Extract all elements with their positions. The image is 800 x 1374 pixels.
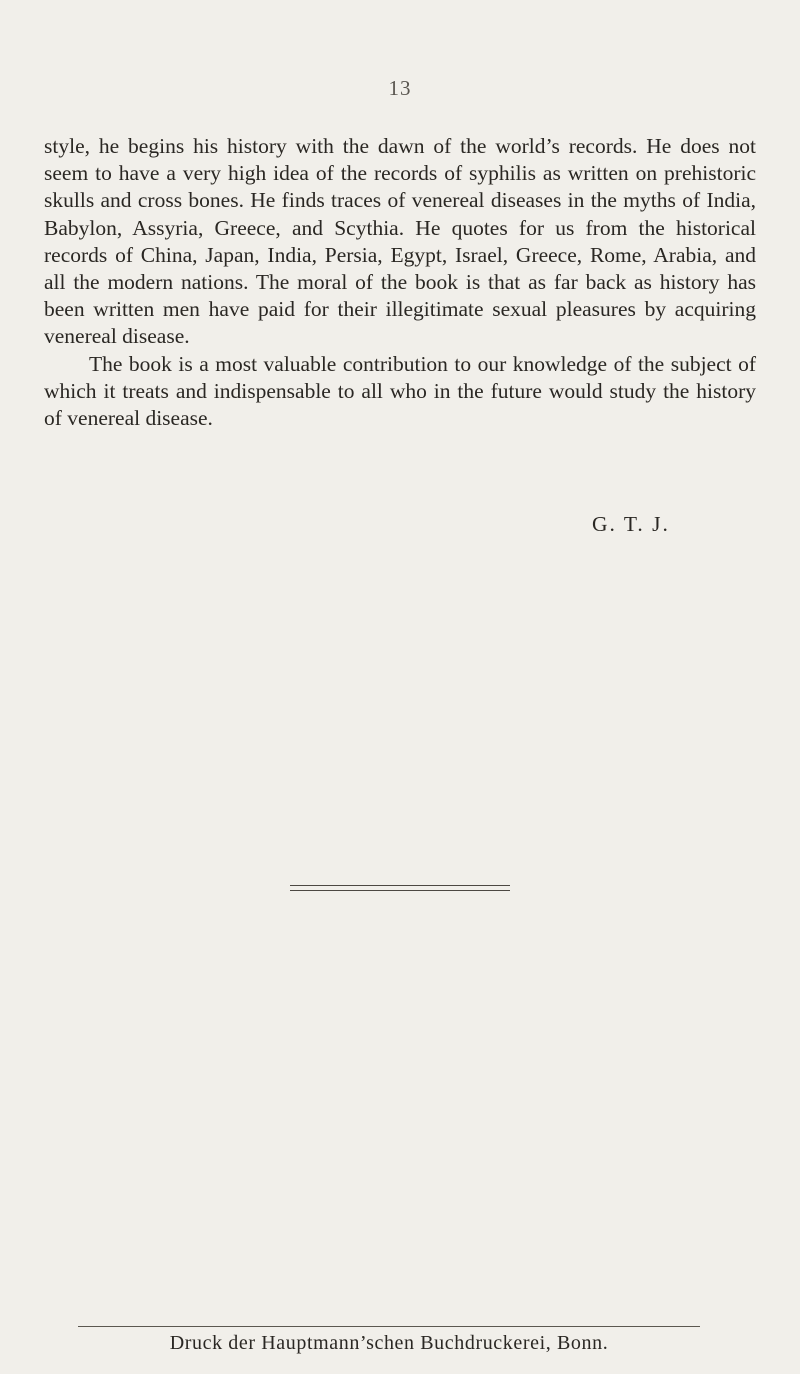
page-number: 13 — [388, 76, 412, 100]
review-text — [44, 133, 756, 432]
signature-initials: G. T. J. — [592, 512, 670, 536]
printer-imprint: Druck der Hauptmann’schen Buchdruckerei, Bonn. — [169, 1332, 609, 1354]
paragraph-2: The book is a most valuable contribution to our knowledge of the subject of which it treats and indispensable to all who in the future would study the history of venereal disease. — [44, 351, 756, 431]
footer-rule — [78, 1326, 700, 1327]
section-divider — [290, 885, 510, 891]
paragraph-1: style, he begins his history with the dawn of the world’s records. He does not seem to have a very high idea of the records of syphilis as written on prehistoric skulls and cross bones. He finds traces of venereal diseases in the myths of India, Babylon, Assyria, Greece, and Scythia. He quotes for us from the historical records of China, Japan, India, Persia, Egypt, Israel, Greece, Rome, Arabia, and all the modern nations. The moral of the book is that as far back as history has been written men have paid for their illegitimate sexual pleasures by acquiring venereal disease. — [44, 134, 756, 349]
